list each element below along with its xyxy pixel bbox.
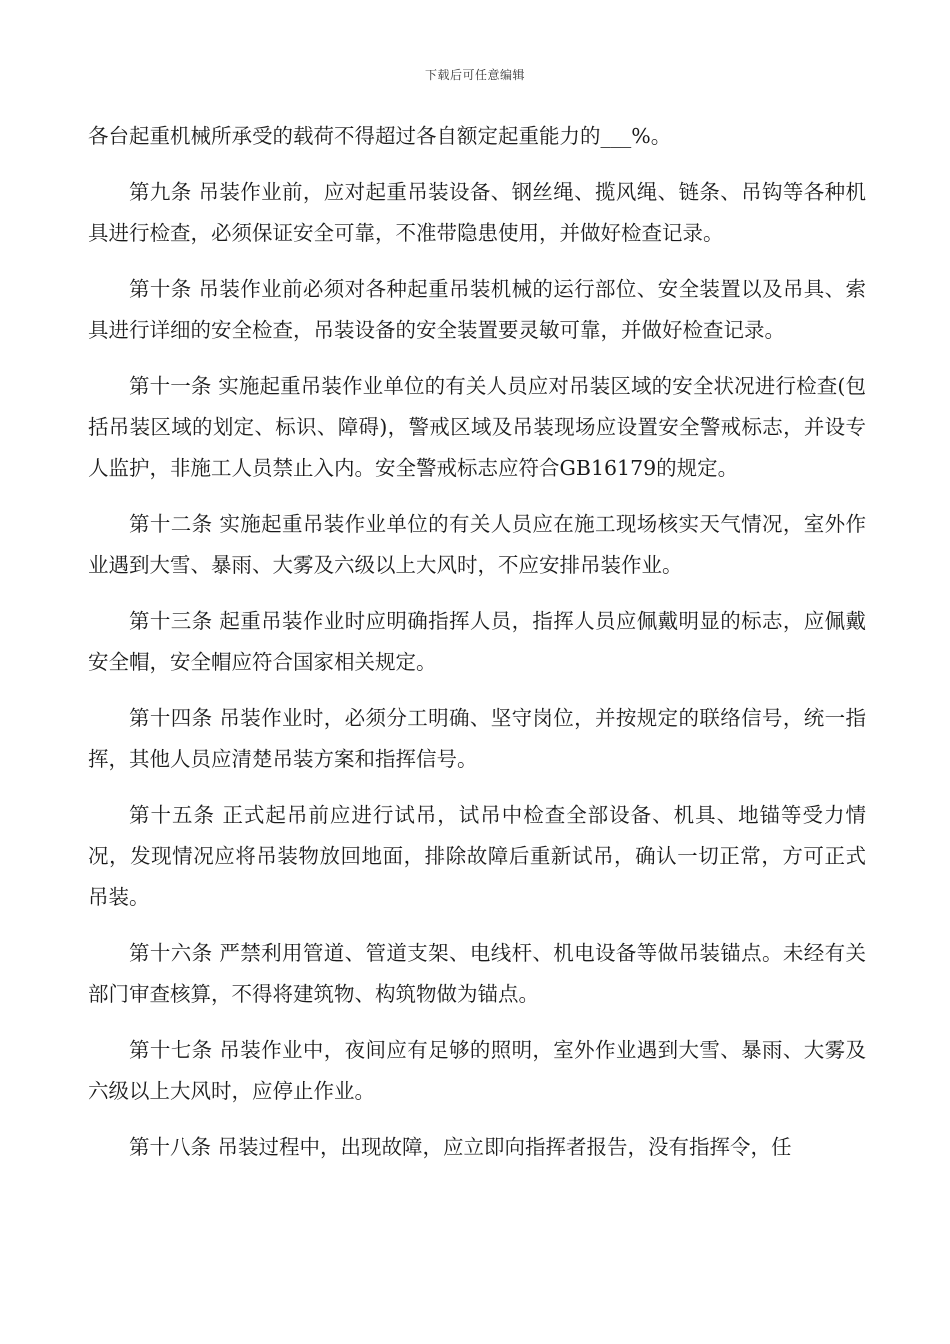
paragraph-article-15: 第十五条 正式起吊前应进行试吊，试吊中检查全部设备、机具、地锚等受力情况，发现情况应将吊装物放回地面，排除故障后重新试吊，确认一切正常，方可正式吊装。 [88,803,866,909]
paragraph-continuation: 各台起重机械所承受的载荷不得超过各自额定起重能力的___%。 [88,124,672,148]
paragraph-article-9: 第九条 吊装作业前，应对起重吊装设备、钢丝绳、揽风绳、链条、吊钩等各种机具进行检查，必须保证安全可靠，不准带隐患使用，并做好检查记录。 [88,180,866,245]
header-note: 下载后可任意编辑 [424,68,525,82]
paragraph-article-11: 第十一条 实施起重吊装作业单位的有关人员应对吊装区域的安全状况进行检查(包括吊装区域的划定、标识、障碍)，警戒区域及吊装现场应设置安全警戒标志，并设专人监护，非施工人员禁止入内。安全警戒标志应符合GB16179的规定。 [88,374,866,480]
paragraph-article-16: 第十六条 严禁利用管道、管道支架、电线杆、机电设备等做吊装锚点。未经有关部门审查核算，不得将建筑物、构筑物做为锚点。 [88,941,866,1006]
paragraph-article-17: 第十七条 吊装作业中，夜间应有足够的照明，室外作业遇到大雪、暴雨、大雾及六级以上大风时，应停止作业。 [88,1038,866,1103]
document-body [88,116,866,1183]
paragraph-article-12: 第十二条 实施起重吊装作业单位的有关人员应在施工现场核实天气情况，室外作业遇到大雪、暴雨、大雾及六级以上大风时，不应安排吊装作业。 [88,512,866,577]
paragraph-article-13: 第十三条 起重吊装作业时应明确指挥人员，指挥人员应佩戴明显的标志，应佩戴安全帽，安全帽应符合国家相关规定。 [88,609,866,674]
paragraph-article-14: 第十四条 吊装作业时，必须分工明确、坚守岗位，并按规定的联络信号，统一指挥，其他人员应清楚吊装方案和指挥信号。 [88,706,866,771]
paragraph-article-10: 第十条 吊装作业前必须对各种起重吊装机械的运行部位、安全装置以及吊具、索具进行详细的安全检查，吊装设备的安全装置要灵敏可靠，并做好检查记录。 [88,277,866,342]
paragraph-article-18: 第十八条 吊装过程中，出现故障，应立即向指挥者报告，没有指挥令，任 [129,1135,792,1159]
